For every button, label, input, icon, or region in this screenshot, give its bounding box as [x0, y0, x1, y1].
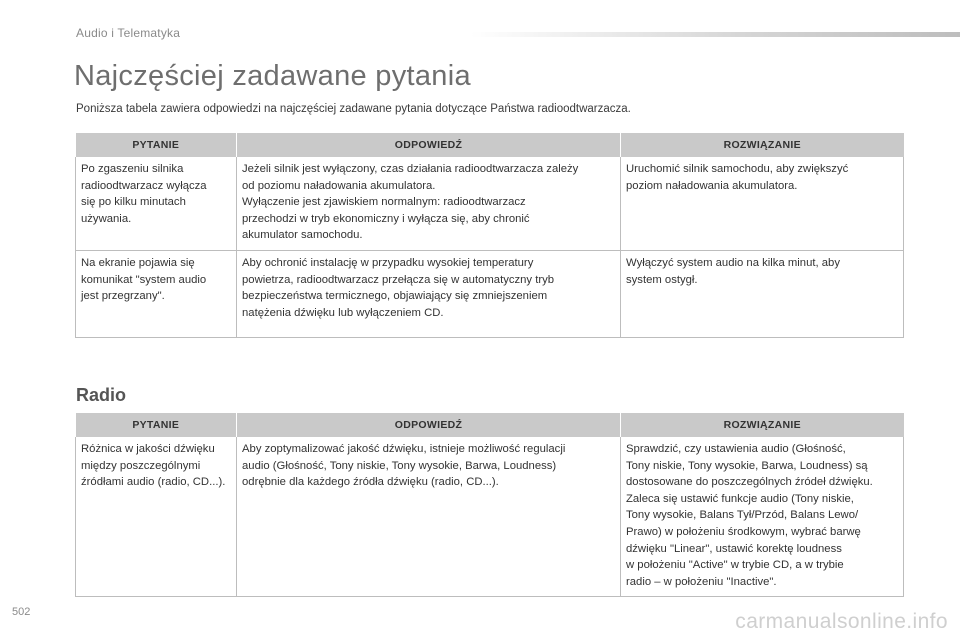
solution-cell: Sprawdzić, czy ustawienia audio (Głośność, Tony niskie, Tony wysokie, Barwa, Loudness) są dostosowane do poszczególnych źródeł dźwięku. Zaleca się ustawić funkcje audio (Tony niskie, Tony wysokie, Balans Tył/Przód, Balans Lewo/ Prawo) w położeniu środkowym, wybrać barwę dźwięku "Linear", ustawić korektę loudness w położeniu "Active" w trybie CD, a w trybie radio – w położeniu "Inactive".: [621, 437, 904, 597]
table-header-row: [76, 413, 904, 437]
faq-table-radio: [75, 413, 904, 597]
column-header-question: PYTANIE: [76, 413, 237, 437]
question-cell: Po zgaszeniu silnika radioodtwarzacz wyłącza się po kilku minutach używania.: [76, 157, 237, 250]
radio-section-title: Radio: [76, 385, 127, 405]
answer-cell: Aby zoptymalizować jakość dźwięku, istnieje możliwość regulacji audio (Głośność, Tony niskie, Tony wysokie, Barwa, Loudness) odrębnie dla każdego źródła dźwięku (radio, CD...).: [237, 437, 621, 597]
answer-cell: Aby ochronić instalację w przypadku wysokiej temperatury powietrza, radioodtwarzacz przełącza się w automatyczny tryb bezpieczeństwa termicznego, objawiający się zmniejszeniem natężenia dźwięku lub wyłączeniem CD.: [237, 250, 621, 337]
header-decorative-bar: [470, 32, 960, 37]
question-cell: Różnica w jakości dźwięku między poszczególnymi źródłami audio (radio, CD...).: [76, 437, 237, 597]
column-header-answer: ODPOWIEDŹ: [237, 413, 621, 437]
faq-table-general: [75, 133, 904, 338]
table-row: [76, 157, 904, 250]
column-header-answer: ODPOWIEDŹ: [237, 133, 621, 157]
table-row: [76, 250, 904, 337]
table-row: [76, 437, 904, 597]
answer-cell: Jeżeli silnik jest wyłączony, czas działania radioodtwarzacza zależy od poziomu naładowania akumulatora. Wyłączenie jest zjawiskiem normalnym: radioodtwarzacz przechodzi w tryb ekonomiczny i wyłącza się, aby chronić akumulator samochodu.: [237, 157, 621, 250]
column-header-question: PYTANIE: [76, 133, 237, 157]
watermark: carmanualsonline.info: [735, 610, 948, 633]
column-header-solution: ROZWIĄZANIE: [621, 413, 904, 437]
column-header-solution: ROZWIĄZANIE: [621, 133, 904, 157]
solution-cell: Uruchomić silnik samochodu, aby zwiększyć poziom naładowania akumulatora.: [621, 157, 904, 250]
table-header-row: [76, 133, 904, 157]
solution-cell: Wyłączyć system audio na kilka minut, aby system ostygł.: [621, 250, 904, 337]
section-header-title: Audio i Telematyka: [76, 26, 181, 40]
page-number: 502: [12, 606, 31, 618]
question-cell: Na ekranie pojawia się komunikat "system audio jest przegrzany".: [76, 250, 237, 337]
intro-text: Poniższa tabela zawiera odpowiedzi na najczęściej zadawane pytania dotyczące Państwa radioodtwarzacza.: [76, 103, 631, 115]
page-title: Najczęściej zadawane pytania: [74, 60, 471, 92]
